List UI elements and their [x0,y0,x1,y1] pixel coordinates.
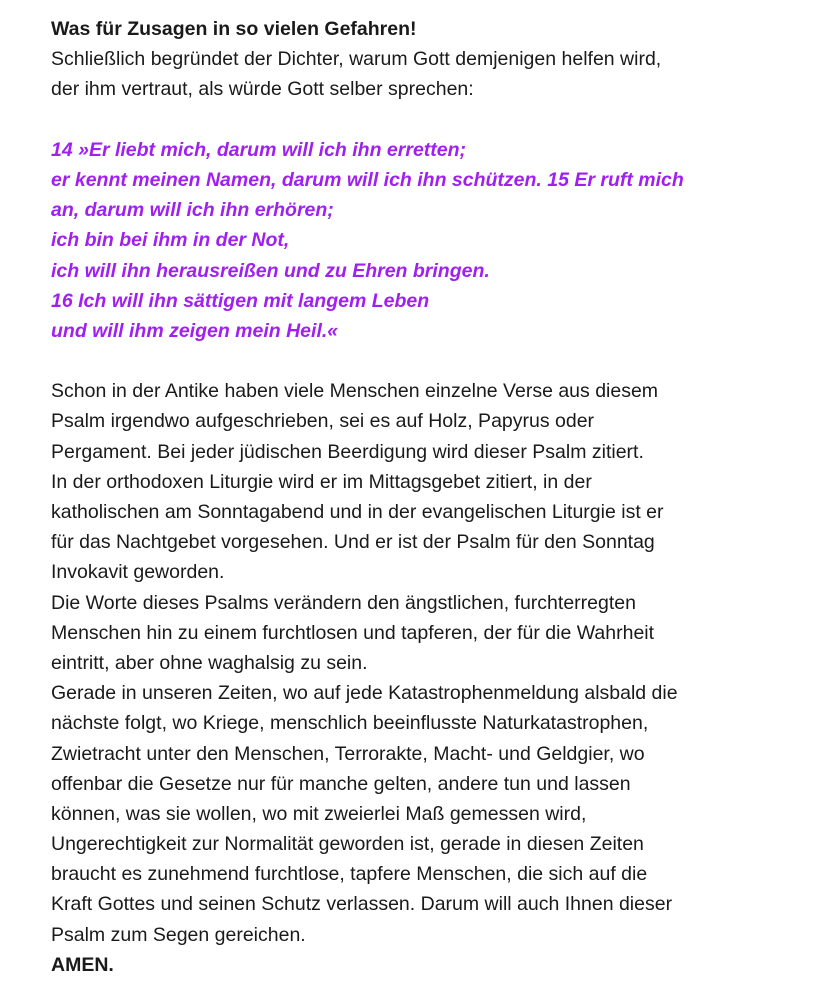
body-line: Psalm irgendwo aufgeschrieben, sei es auf Holz, Papyrus oder [51,410,595,433]
body-line: offenbar die Gesetze nur für manche gelten, andere tun und lassen [51,772,631,795]
body-line: Menschen hin zu einem furchtlosen und tapferen, der für die Wahrheit [51,621,655,644]
verse-line: ich will ihn herausreißen und zu Ehren bringen. [51,259,490,282]
closing-amen: AMEN. [51,953,114,976]
body-line: nächste folgt, wo Kriege, menschlich beeinflusste Naturkatastrophen, [51,712,649,735]
body-line: In der orthodoxen Liturgie wird er im Mittagsgebet zitiert, in der [51,470,592,493]
verse-line: an, darum will ich ihn erhören; [51,199,334,222]
intro-line: der ihm vertraut, als würde Gott selber sprechen: [51,78,474,101]
body-line: Kraft Gottes und seinen Schutz verlassen. Darum will auch Ihnen dieser [51,893,673,916]
verse-line: und will ihm zeigen mein Heil.« [51,319,339,342]
body-line: Invokavit geworden. [51,561,225,584]
intro-line: Schließlich begründet der Dichter, warum Gott demjenigen helfen wird, [51,48,662,71]
body-line: eintritt, aber ohne waghalsig zu sein. [51,651,368,674]
body-line: katholischen am Sonntagabend und in der evangelischen Liturgie ist er [51,501,664,523]
body-line: können, was sie wollen, wo mit zweierlei Maß gemessen wird, [51,802,587,825]
verse-line: er kennt meinen Namen, darum will ich ihn schützen. 15 Er ruft mich [51,168,684,191]
body-line: Gerade in unseren Zeiten, wo auf jede Katastrophenmeldung alsbald die [51,682,678,705]
body-line: Schon in der Antike haben viele Menschen einzelne Verse aus diesem [51,380,659,403]
verse-line: ich bin bei ihm in der Not, [51,229,290,252]
section-heading: Was für Zusagen in so vielen Gefahren! [51,18,417,40]
body-line: Die Worte dieses Psalms verändern den ängstlichen, furchterregten [51,591,636,614]
body-line: für das Nachtgebet vorgesehen. Und er ist der Psalm für den Sonntag [51,531,655,554]
body-line: Pergament. Bei jeder jüdischen Beerdigung wird dieser Psalm zitiert. [51,440,644,463]
body-line: Psalm zum Segen gereichen. [51,923,306,946]
verse-line: 14 »Er liebt mich, darum will ich ihn erretten; [51,138,467,161]
body-line: braucht es zunehmend furchtlose, tapfere Menschen, die sich auf die [51,863,648,886]
psalm-verse-quote [51,135,816,346]
body-paragraph [51,376,816,950]
paragraph-gap [51,346,816,376]
body-line: Ungerechtigkeit zur Normalität geworden ist, gerade in diesen Zeiten [51,833,644,856]
document-page [51,0,816,980]
verse-line: 16 Ich will ihn sättigen mit langem Leben [51,289,430,312]
intro-paragraph [51,44,816,104]
body-line: Zwietracht unter den Menschen, Terrorakte, Macht- und Geldgier, wo [51,742,645,765]
paragraph-gap [51,105,816,135]
